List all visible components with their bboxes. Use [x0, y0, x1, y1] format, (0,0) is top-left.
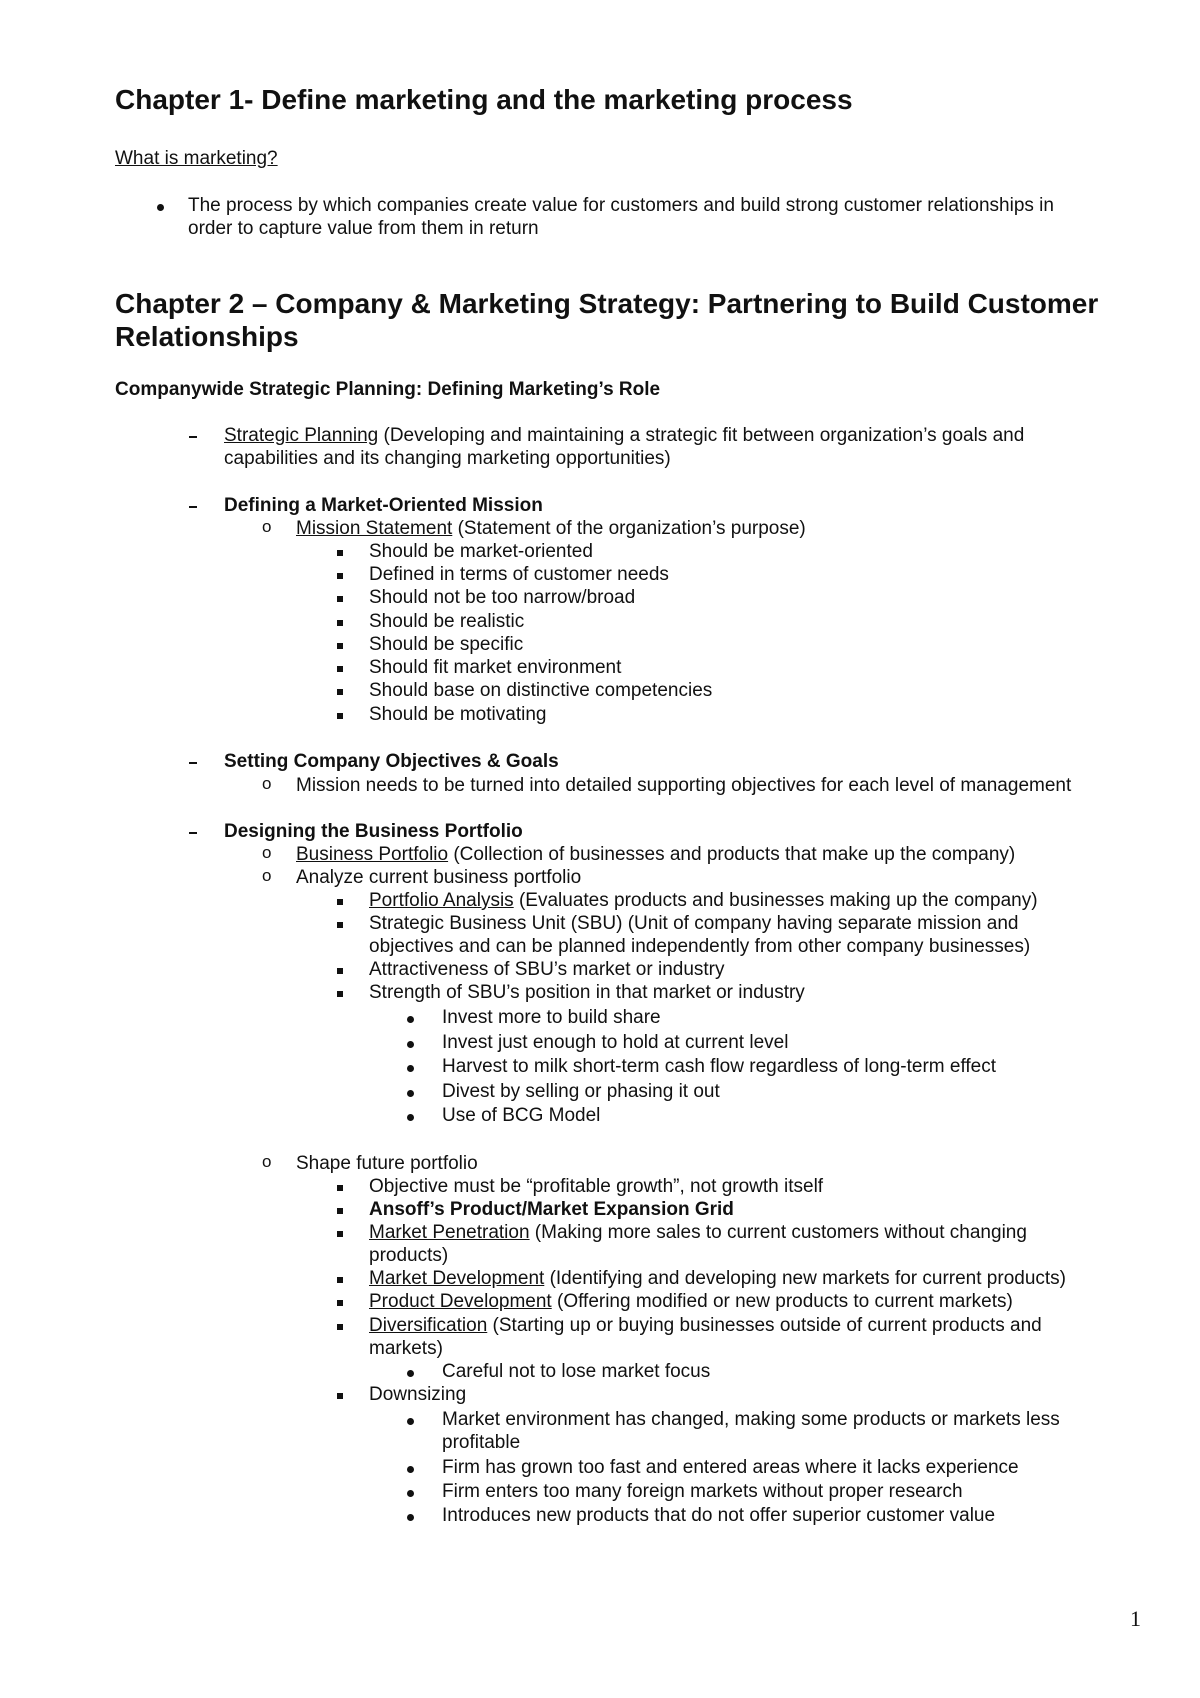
downsizing: Downsizing [369, 1384, 467, 1405]
mission-criterion: Should base on distinctive competencies [369, 680, 713, 701]
mission-criterion: Should be market-oriented [369, 541, 593, 562]
bullet-square-icon [337, 1393, 343, 1399]
growth-objective: Objective must be “profitable growth”, not growth itself [369, 1176, 824, 1197]
downsizing-reason: Firm enters too many foreign markets without proper research [442, 1481, 963, 1502]
chapter2-title-line2: Relationships [115, 321, 299, 352]
bullet-dash-icon [189, 506, 197, 508]
strategy-item: Use of BCG Model [442, 1105, 601, 1126]
bullet-square-icon [337, 922, 343, 928]
bullet-dash-icon [189, 436, 197, 438]
business-portfolio-line [296, 843, 1015, 866]
bullet-dash-icon [189, 832, 197, 834]
market-penetration-term: Market Penetration [369, 1222, 530, 1243]
chapter1-question: What is marketing? [115, 148, 278, 169]
bullet-dot-icon [157, 204, 164, 211]
bullet-circle-icon: o [262, 774, 272, 793]
mission-heading: Defining a Market-Oriented Mission [224, 495, 543, 516]
bullet-square-icon [337, 620, 343, 626]
market-development-line [369, 1267, 1066, 1290]
downsizing-reason: Introduces new products that do not offer superior customer value [442, 1505, 996, 1526]
diversification-line1 [369, 1314, 1042, 1337]
portfolio-analysis-line [369, 889, 1038, 912]
bullet-dot-icon [407, 1090, 414, 1097]
market-penetration-desc: (Making more sales to current customers without changing [529, 1222, 1027, 1243]
product-development-desc: (Offering modified or new products to current markets) [551, 1291, 1013, 1312]
strategy-item: Invest more to build share [442, 1007, 661, 1028]
bullet-dot-icon [407, 1041, 414, 1048]
diversification-term: Diversification [369, 1315, 488, 1336]
bullet-circle-icon: o [262, 866, 272, 885]
mission-criterion: Defined in terms of customer needs [369, 564, 669, 585]
objectives-heading: Setting Company Objectives & Goals [224, 751, 559, 772]
bullet-dash-icon [189, 762, 197, 764]
sbu-line1: Strategic Business Unit (SBU) (Unit of company having separate mission and [369, 913, 1019, 934]
mission-criterion: Should be motivating [369, 704, 547, 725]
product-development-line [369, 1290, 1013, 1313]
strategic-planning-line1 [224, 424, 1024, 447]
chapter1-definition-line2: order to capture value from them in return [188, 218, 539, 239]
portfolio-heading: Designing the Business Portfolio [224, 821, 523, 842]
mission-criterion: Should fit market environment [369, 657, 622, 678]
mission-statement-term: Mission Statement [296, 518, 453, 539]
strength: Strength of SBU’s position in that market or industry [369, 982, 805, 1003]
bullet-square-icon [337, 713, 343, 719]
mission-statement-desc: (Statement of the organization’s purpose) [452, 518, 806, 539]
downsizing-reason-cont: profitable [442, 1432, 521, 1453]
portfolio-analysis-desc: (Evaluates products and businesses making up the company) [513, 890, 1038, 911]
strategy-item: Harvest to milk short-term cash flow regardless of long-term effect [442, 1056, 997, 1077]
bullet-square-icon [337, 1208, 343, 1214]
diversification-line2: markets) [369, 1338, 443, 1359]
analyze-portfolio: Analyze current business portfolio [296, 867, 582, 888]
bullet-dot-icon [407, 1466, 414, 1473]
sbu-line2: objectives and can be planned independently from other company businesses) [369, 936, 1031, 957]
mission-criterion: Should be specific [369, 634, 524, 655]
strategic-planning-term: Strategic Planning [224, 425, 379, 446]
bullet-square-icon [337, 573, 343, 579]
bullet-dot-icon [407, 1514, 414, 1521]
product-development-term: Product Development [369, 1291, 552, 1312]
chapter2-title-line1: Chapter 2 – Company & Marketing Strategy: Partnering to Build Customer [115, 288, 1099, 319]
bullet-square-icon [337, 689, 343, 695]
objectives-point: Mission needs to be turned into detailed supporting objectives for each level of management [296, 775, 1072, 796]
market-development-desc: (Identifying and developing new markets for current products) [544, 1268, 1067, 1289]
bullet-dot-icon [407, 1114, 414, 1121]
bullet-square-icon [337, 1324, 343, 1330]
bullet-circle-icon: o [262, 517, 272, 536]
diversification-desc: (Starting up or buying businesses outside of current products and [487, 1315, 1042, 1336]
bullet-square-icon [337, 899, 343, 905]
chapter1-title: Chapter 1- Define marketing and the marketing process [115, 84, 853, 115]
portfolio-analysis-term: Portfolio Analysis [369, 890, 514, 911]
bullet-dot-icon [407, 1016, 414, 1023]
mission-statement-line [296, 517, 806, 540]
mission-criterion: Should not be too narrow/broad [369, 587, 636, 608]
chapter1-definition-line1: The process by which companies create value for customers and build strong customer relationships in [188, 195, 1054, 216]
bullet-dot-icon [407, 1370, 414, 1377]
bullet-square-icon [337, 666, 343, 672]
market-penetration-line2: products) [369, 1245, 449, 1266]
market-development-term: Market Development [369, 1268, 545, 1289]
strategic-planning-line2: capabilities and its changing marketing opportunities) [224, 448, 671, 469]
bullet-circle-icon: o [262, 1152, 272, 1171]
strategy-item: Invest just enough to hold at current level [442, 1032, 789, 1053]
bullet-square-icon [337, 1185, 343, 1191]
mission-criterion: Should be realistic [369, 611, 525, 632]
market-penetration-line1 [369, 1221, 1027, 1244]
bullet-square-icon [337, 1300, 343, 1306]
strategic-planning-desc: (Developing and maintaining a strategic fit between organization’s goals and [378, 425, 1025, 446]
downsizing-reason: Market environment has changed, making some products or markets less [442, 1409, 1060, 1430]
bullet-dot-icon [407, 1490, 414, 1497]
bullet-circle-icon: o [262, 843, 272, 862]
bullet-square-icon [337, 991, 343, 997]
section-heading: Companywide Strategic Planning: Defining Marketing’s Role [115, 379, 661, 400]
downsizing-reason: Firm has grown too fast and entered areas where it lacks experience [442, 1457, 1019, 1478]
bullet-square-icon [337, 643, 343, 649]
attractiveness: Attractiveness of SBU’s market or industry [369, 959, 725, 980]
bullet-square-icon [337, 550, 343, 556]
bullet-square-icon [337, 596, 343, 602]
shape-portfolio: Shape future portfolio [296, 1153, 478, 1174]
strategy-item: Divest by selling or phasing it out [442, 1081, 720, 1102]
bullet-dot-icon [407, 1418, 414, 1425]
page-number: 1 [1130, 1606, 1141, 1631]
diversification-subpoint: Careful not to lose market focus [442, 1361, 711, 1382]
bullet-square-icon [337, 1277, 343, 1283]
bullet-square-icon [337, 1231, 343, 1237]
business-portfolio-term: Business Portfolio [296, 844, 449, 865]
ansoff-grid: Ansoff’s Product/Market Expansion Grid [369, 1199, 734, 1220]
bullet-square-icon [337, 968, 343, 974]
bullet-dot-icon [407, 1065, 414, 1072]
business-portfolio-desc: (Collection of businesses and products that make up the company) [448, 844, 1016, 865]
